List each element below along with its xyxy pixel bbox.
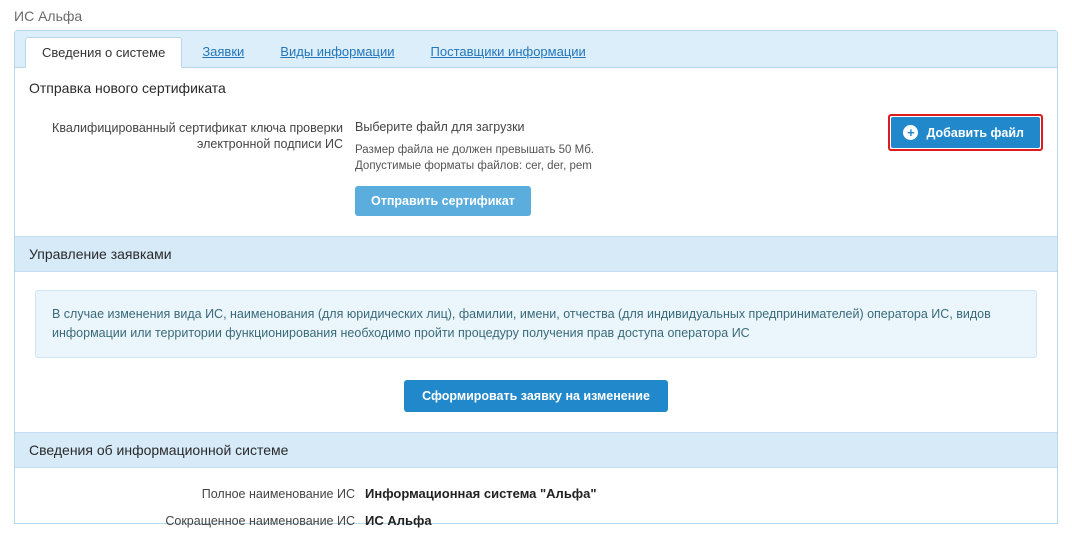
info-section-title: Сведения об информационной системе [15,432,1057,468]
certificate-field-label [15,120,355,216]
add-file-highlight [888,114,1043,151]
create-request-row [15,358,1057,432]
main-panel [14,30,1058,528]
info-value-short-name: ИС Альфа [365,513,432,528]
certificate-hint-size: Размер файла не должен превышать 50 Мб. [355,144,595,156]
tab-bar [15,31,1057,68]
info-row [15,480,1057,507]
panel-content [15,68,1057,534]
plus-circle-icon: + [903,125,918,140]
tab-information-types[interactable]: Виды информации [280,44,395,59]
requests-notice: В случае изменения вида ИС, наименования (для юридических лиц), фамилии, имени, отчества (для индивидуальных предпринимателей) оператора ИС, видов информации или территории функционирования необходимо пройти процедуру получения прав доступа оператора ИС [35,290,1037,358]
send-certificate-button[interactable]: Отправить сертификат [355,186,531,216]
info-label-short-name: Сокращенное наименование ИС [165,514,355,528]
tab-system-info[interactable]: Сведения о системе [25,37,182,68]
info-value-full-name: Информационная система "Альфа" [365,486,597,501]
certificate-section-title: Отправка нового сертификата [29,80,226,96]
certificate-hint-main: Выберите файл для загрузки [355,120,525,134]
info-rows [15,468,1057,534]
add-file-button[interactable] [891,117,1040,148]
create-change-request-button[interactable]: Сформировать заявку на изменение [404,380,668,412]
certificate-field-label-line1: Квалифицированный сертификат ключа проверки [52,121,343,135]
info-row [15,507,1057,534]
certificate-upload-row [15,106,1057,222]
tab-requests[interactable]: Заявки [202,44,245,59]
requests-section-title: Управление заявками [15,236,1057,272]
page-title: ИС Альфа [14,8,83,24]
certificate-field-label-line2: электронной подписи ИС [196,137,343,151]
tab-information-providers[interactable]: Поставщики информации [430,44,586,59]
add-file-button-label: Добавить файл [926,125,1024,140]
certificate-hint-formats: Допустимые форматы файлов: cer, der, pem [355,160,592,172]
info-label-full-name: Полное наименование ИС [201,487,355,501]
